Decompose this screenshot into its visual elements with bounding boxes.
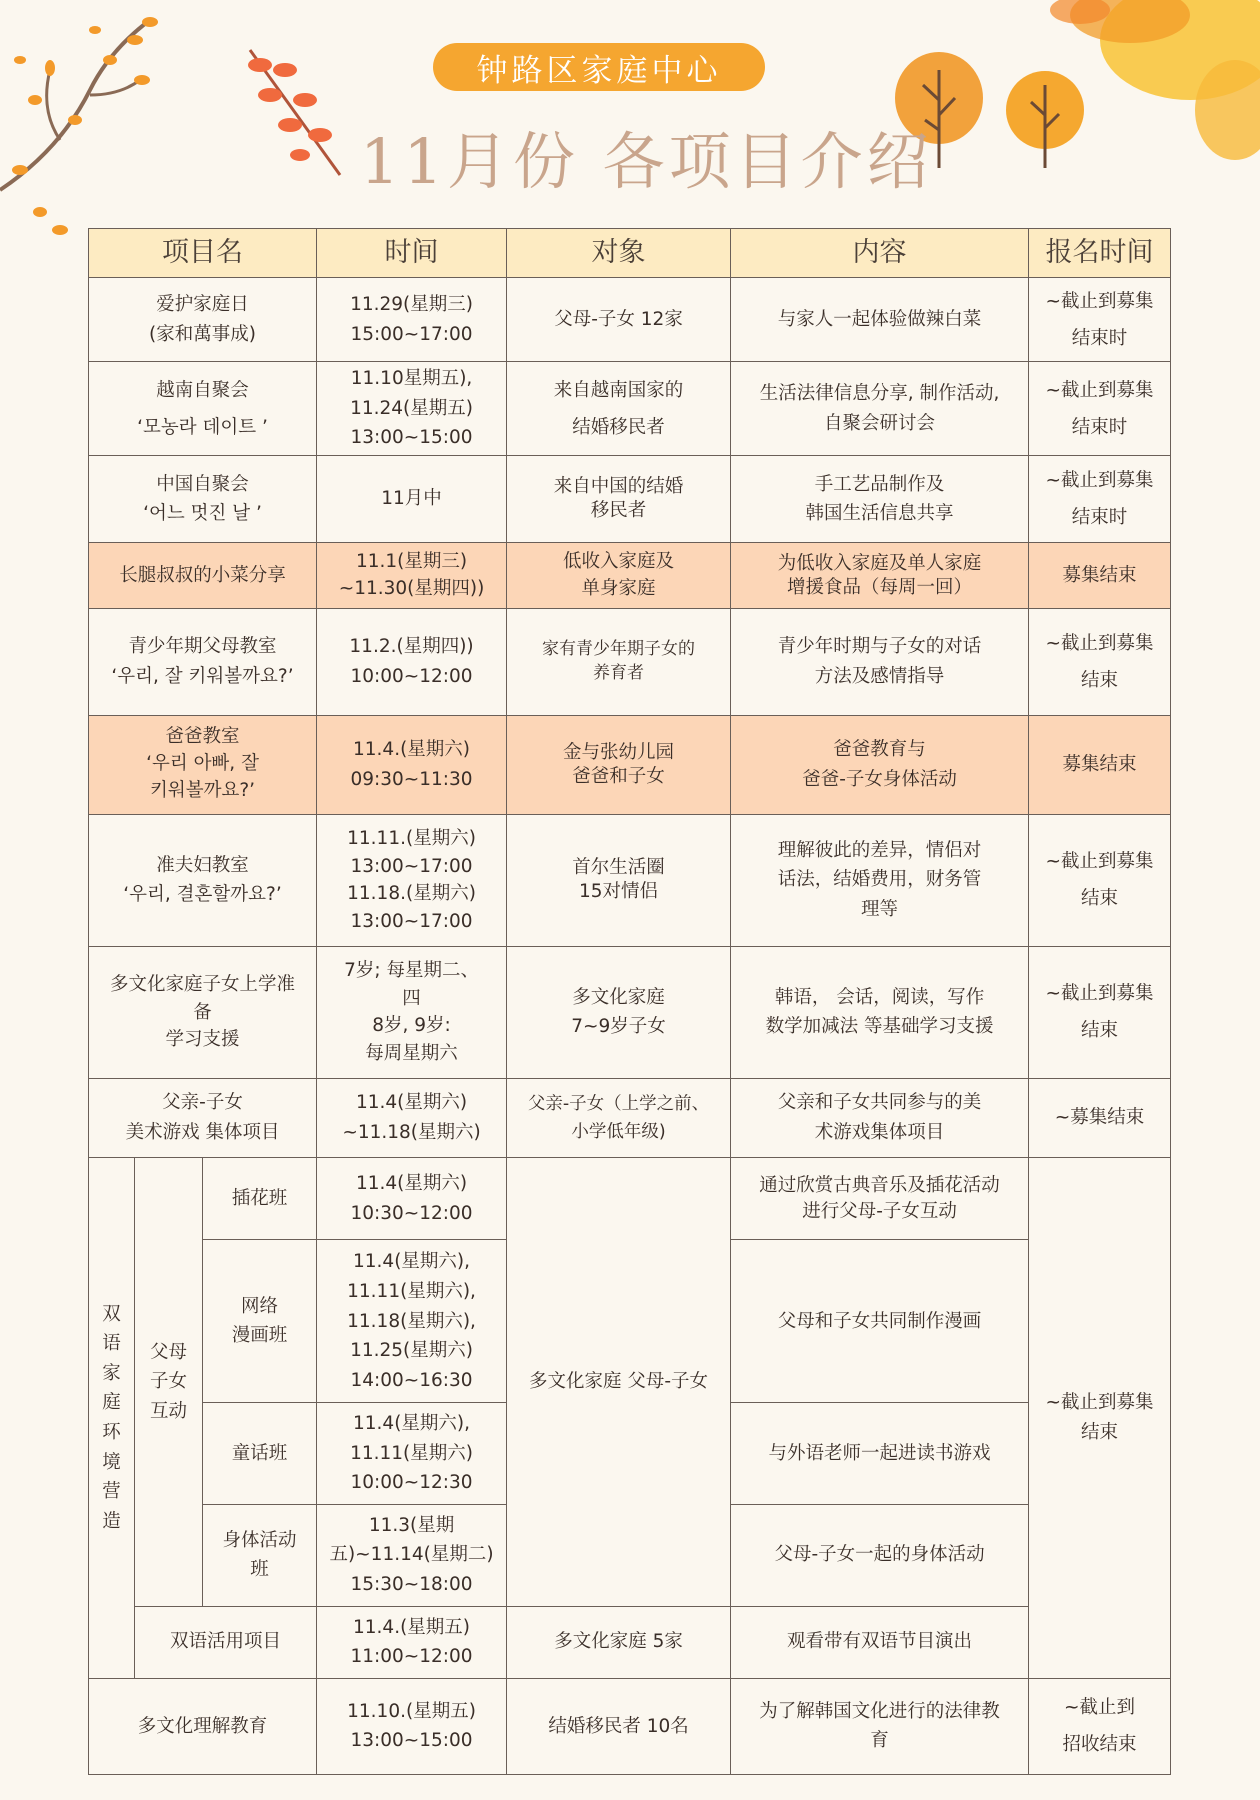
page-title: 11月份 各项目介绍: [360, 125, 933, 198]
program-content: 韩语， 会话，阅读，写作 数学加减法 等基础学习支援: [731, 946, 1029, 1078]
col-header-name: 项目名: [89, 229, 317, 278]
table-row-highlighted: [89, 543, 1171, 609]
program-content: 与家人一起体验做辣白菜: [731, 278, 1029, 362]
class-name: 网络 漫画班: [203, 1240, 317, 1403]
program-target: 低收入家庭及 单身家庭: [507, 543, 731, 609]
class-content: 父母和子女共同制作漫画: [731, 1240, 1029, 1403]
autumn-branch-top-left: [0, 0, 180, 250]
table-row: [89, 946, 1171, 1078]
program-time: 11.1(星期三) ~11.30(星期四)): [317, 543, 507, 609]
program-content: 为了解韩国文化进行的法律教 育: [731, 1678, 1029, 1774]
program-name: 双语活用项目: [135, 1606, 317, 1678]
program-name: 多文化理解教育: [89, 1678, 317, 1774]
bilingual-target: 多文化家庭 父母-子女: [507, 1158, 731, 1607]
table-header-row: [89, 229, 1171, 278]
col-header-time: 时间: [317, 229, 507, 278]
class-time: 11.4(星期六), 11.11(星期六), 11.18(星期六), 11.25(星期六) 14:00~16:30: [317, 1240, 507, 1403]
program-registration: ~截止到募集 结束时: [1029, 362, 1171, 456]
program-registration: ~截止到 招收结束: [1029, 1678, 1171, 1774]
program-target: 金与张幼儿园 爸爸和子女: [507, 715, 731, 814]
bilingual-registration: ~截止到募集 结束: [1029, 1158, 1171, 1679]
table-row: [89, 1678, 1171, 1774]
program-registration: 募集结束: [1029, 715, 1171, 814]
program-content: 父亲和子女共同参与的美 术游戏集体项目: [731, 1079, 1029, 1158]
program-target: 多文化家庭 5家: [507, 1606, 731, 1678]
subgroup-label: 父母子女互动: [135, 1158, 203, 1607]
program-content: 手工艺品制作及 韩国生活信息共享: [731, 456, 1029, 543]
program-registration: ~截止到募集 结束: [1029, 609, 1171, 715]
class-content: 与外语老师一起进读书游戏: [731, 1403, 1029, 1504]
col-header-target: 对象: [507, 229, 731, 278]
program-content: 青少年时期与子女的对话 方法及感情指导: [731, 609, 1029, 715]
group-label: 双语家庭环境营造: [89, 1158, 135, 1679]
program-name: 长腿叔叔的小菜分享: [89, 543, 317, 609]
program-target: 多文化家庭 7~9岁子女: [507, 946, 731, 1078]
table-row: [89, 814, 1171, 946]
table-row: [89, 1606, 1171, 1678]
table-row: [89, 1079, 1171, 1158]
program-time: 11.4(星期六) ~11.18(星期六): [317, 1079, 507, 1158]
program-time: 11.10.(星期五) 13:00~15:00: [317, 1678, 507, 1774]
program-name: 爱护家庭日 (家和萬事成): [89, 278, 317, 362]
program-target: 来自越南国家的 结婚移民者: [507, 362, 731, 456]
program-target: 家有青少年期子女的 养育者: [507, 609, 731, 715]
class-name: 童话班: [203, 1403, 317, 1504]
program-name: 多文化家庭子女上学准 备 学习支援: [89, 946, 317, 1078]
schedule-table: [88, 228, 1171, 1775]
program-time: 11.2.(星期四)) 10:00~12:00: [317, 609, 507, 715]
table-row: [89, 456, 1171, 543]
program-target: 父亲-子女（上学之前、 小学低年级): [507, 1079, 731, 1158]
program-registration: ~截止到募集 结束: [1029, 814, 1171, 946]
program-registration: ~截止到募集 结束时: [1029, 278, 1171, 362]
program-name: 父亲-子女 美术游戏 集体项目: [89, 1079, 317, 1158]
program-time: 11.4.(星期六) 09:30~11:30: [317, 715, 507, 814]
program-time: 11月中: [317, 456, 507, 543]
red-leaf-branch: [240, 45, 350, 180]
class-content: 父母-子女一起的身体活动: [731, 1504, 1029, 1606]
program-name: 爸爸教室 ‘우리 아빠, 잘 키워볼까요?’: [89, 715, 317, 814]
program-registration: ~募集结束: [1029, 1079, 1171, 1158]
program-time: 11.10星期五), 11.24(星期五) 13:00~15:00: [317, 362, 507, 456]
table-row: [89, 1158, 1171, 1240]
program-content: 观看带有双语节目演出: [731, 1606, 1029, 1678]
program-name: 准夫妇教室 ‘우리, 결혼할까요?’: [89, 814, 317, 946]
class-name: 身体活动 班: [203, 1504, 317, 1606]
class-name: 插花班: [203, 1158, 317, 1240]
col-header-registration: 报名时间: [1029, 229, 1171, 278]
table-row-highlighted: [89, 715, 1171, 814]
program-content: 理解彼此的差异，情侣对 话法，结婚费用，财务管 理等: [731, 814, 1029, 946]
program-registration: ~截止到募集 结束时: [1029, 456, 1171, 543]
program-time: 7岁; 每星期二、 四 8岁, 9岁: 每周星期六: [317, 946, 507, 1078]
program-target: 首尔生活圈 15对情侣: [507, 814, 731, 946]
program-target: 来自中国的结婚 移民者: [507, 456, 731, 543]
program-time: 11.29(星期三) 15:00~17:00: [317, 278, 507, 362]
program-name: 青少年期父母教室 ‘우리, 잘 키워볼까요?’: [89, 609, 317, 715]
program-content: 爸爸教育与 爸爸-子女身体活动: [731, 715, 1029, 814]
program-name: 越南自聚会 ‘모농라 데이트 ’: [89, 362, 317, 456]
organization-badge: 钟路区家庭中心: [433, 43, 765, 91]
class-time: 11.4(星期六) 10:30~12:00: [317, 1158, 507, 1240]
program-content: 生活法律信息分享, 制作活动, 自聚会研讨会: [731, 362, 1029, 456]
table-row: [89, 609, 1171, 715]
program-target: 结婚移民者 10名: [507, 1678, 731, 1774]
autumn-foliage-top-right: [960, 0, 1260, 170]
class-content: 通过欣赏古典音乐及插花活动 进行父母-子女互动: [731, 1158, 1029, 1240]
program-content: 为低收入家庭及单人家庭 增援食品（每周一回）: [731, 543, 1029, 609]
program-registration: 募集结束: [1029, 543, 1171, 609]
program-time: 11.11.(星期六) 13:00~17:00 11.18.(星期六) 13:00~17:00: [317, 814, 507, 946]
table-row: [89, 362, 1171, 456]
col-header-content: 内容: [731, 229, 1029, 278]
program-name: 中国自聚会 ‘어느 멋진 날 ’: [89, 456, 317, 543]
program-target: 父母-子女 12家: [507, 278, 731, 362]
class-time: 11.4(星期六), 11.11(星期六) 10:00~12:30: [317, 1403, 507, 1504]
table-row: [89, 278, 1171, 362]
program-registration: ~截止到募集 结束: [1029, 946, 1171, 1078]
class-time: 11.3(星期 五)~11.14(星期二) 15:30~18:00: [317, 1504, 507, 1606]
program-time: 11.4.(星期五) 11:00~12:00: [317, 1606, 507, 1678]
